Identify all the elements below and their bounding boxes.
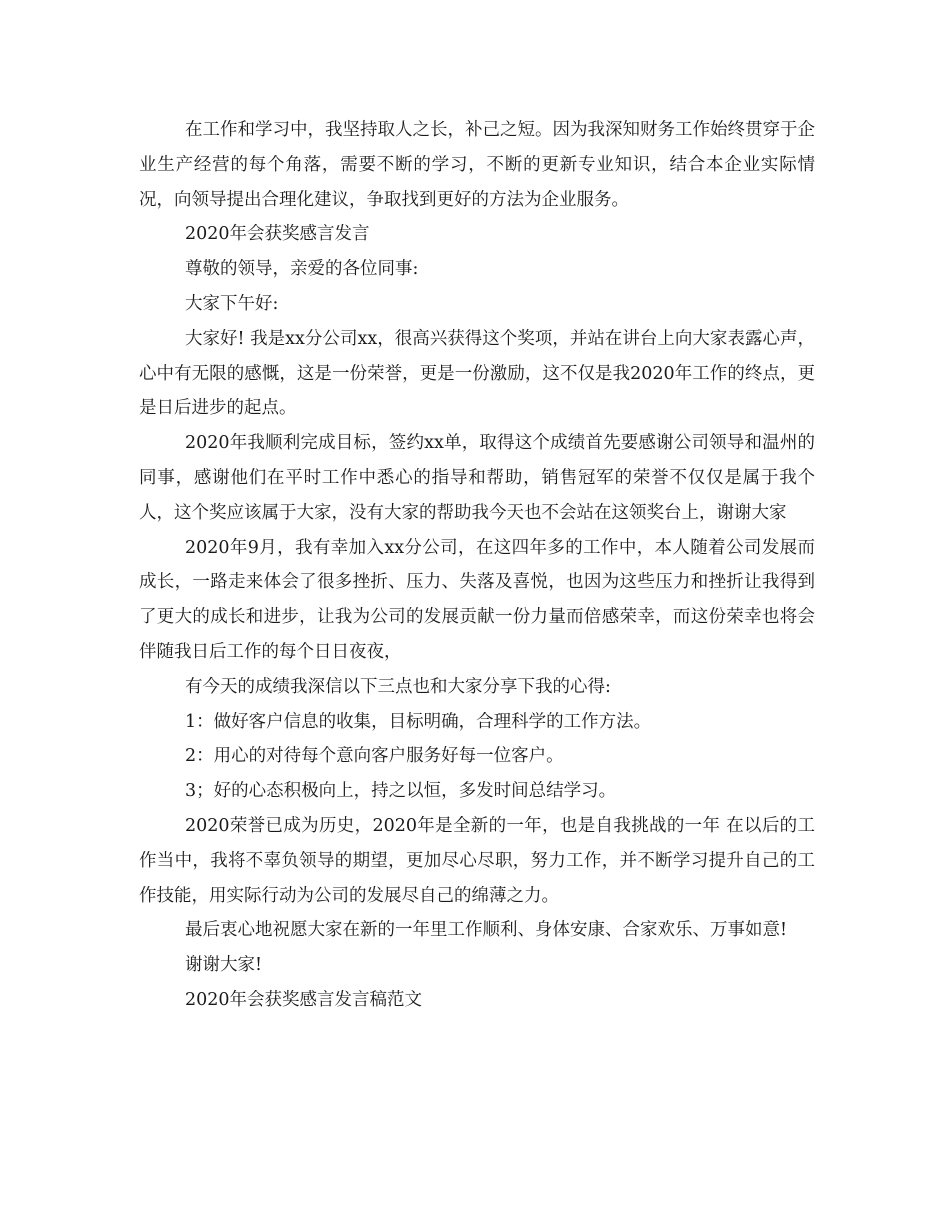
- paragraph-achievement: 2020年我顺利完成目标，签约xx单，取得这个成绩首先要感谢公司领导和温州的同事，感谢他们在平时工作中悉心的指导和帮助，销售冠军的荣誉不仅仅是属于我个人，这个奖应该属于大家，没有大家的帮助我今天也不会站在这领奖台上，谢谢大家: [139, 433, 815, 523]
- paragraph-intro: 在工作和学习中，我坚持取人之长，补己之短。因为我深知财务工作始终贯穿于企业生产经营的每个角落，需要不断的学习，不断的更新专业知识，结合本企业实际情况，向领导提出合理化建议，争取找到更好的方法为企业服务。: [139, 120, 815, 210]
- paragraph-sharing-intro: 有今天的成绩我深信以下三点也和大家分享下我的心得:: [185, 676, 611, 697]
- document-body: [139, 113, 815, 1018]
- paragraph-opening: 大家好! 我是xx分公司xx，很高兴获得这个奖项，并站在讲台上向大家表露心声，心中有无限的感慨，这是一份荣誉，更是一份激励，这不仅是我2020年工作的终点，更是日后进步的起点。: [139, 328, 815, 419]
- closing-thanks: 谢谢大家!: [185, 955, 263, 976]
- salutation: 尊敬的领导，亲爱的各位同事:: [185, 259, 419, 280]
- greeting: 大家下午好:: [185, 293, 279, 314]
- paragraph-future: 2020荣誉已成为历史，2020年是全新的一年，也是自我挑战的一年 在以后的工作当中，我将不辜负领导的期望，更加尽心尽职，努力工作，并不断学习提升自己的工作技能，用实际行动为公司的发展尽自己的绵薄之力。: [139, 815, 815, 906]
- list-item-1: 1：做好客户信息的收集，目标明确，合理科学的工作方法。: [185, 711, 652, 732]
- section-title: 2020年会获奖感言发言: [185, 224, 370, 245]
- list-item-3: 3；好的心态积极向上，持之以恒，多发时间总结学习。: [185, 781, 617, 802]
- paragraph-history: 2020年9月，我有幸加入xx分公司，在这四年多的工作中，本人随着公司发展而成长，一路走来体会了很多挫折、压力、失落及喜悦，也因为这些压力和挫折让我得到了更大的成长和进步，让我为公司的发展贡献一份力量而倍感荣幸，而这份荣幸也将会伴随我日后工作的每个日日夜夜，: [139, 537, 815, 662]
- list-item-2: 2：用心的对待每个意向客户服务好每一位客户。: [185, 746, 564, 767]
- paragraph-wishes: 最后衷心地祝愿大家在新的一年里工作顺利、身体安康、合家欢乐、万事如意!: [185, 920, 788, 941]
- next-section-title: 2020年会获奖感言发言稿范文: [185, 989, 423, 1010]
